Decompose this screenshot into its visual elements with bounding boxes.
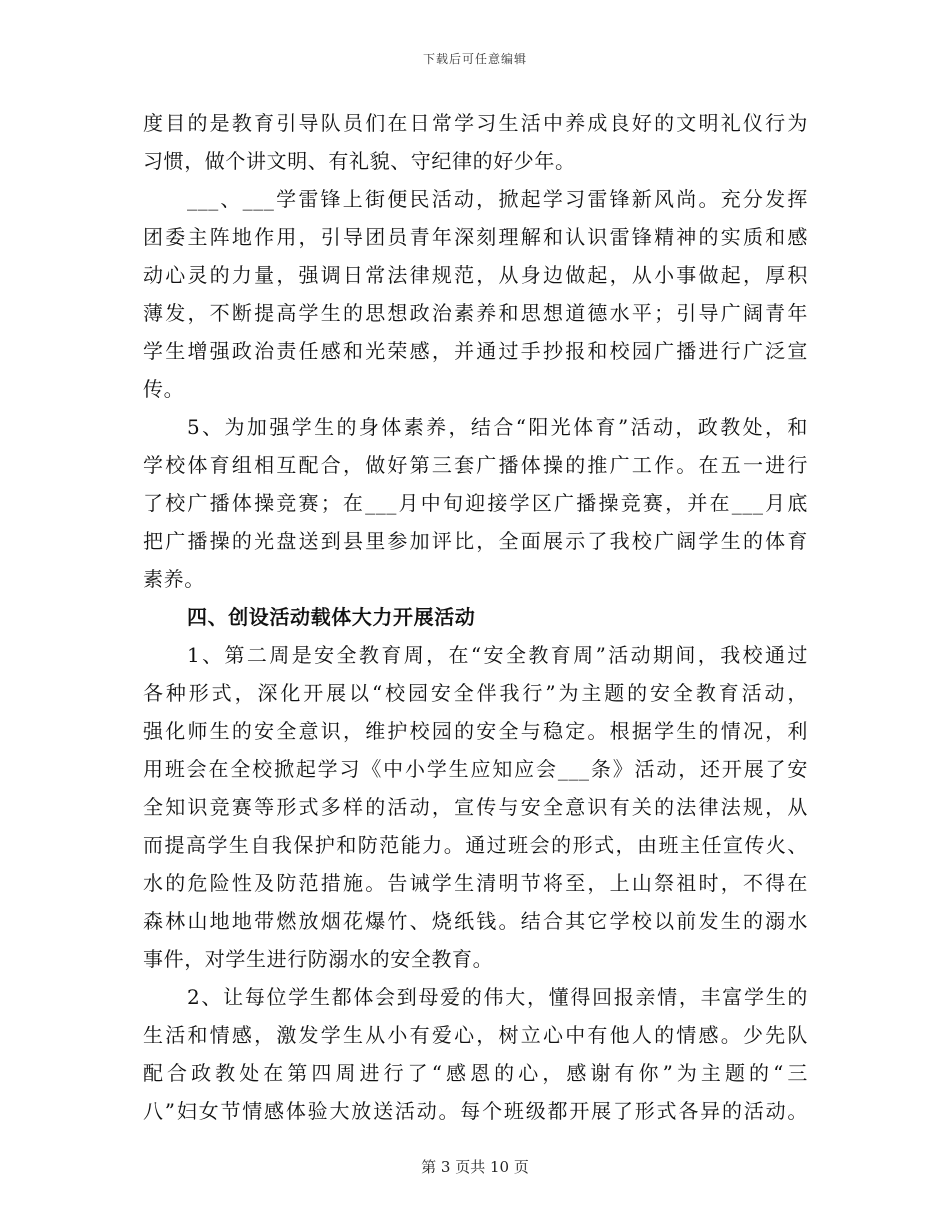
text-line: 了校广播体操竞赛；在___月中旬迎接学区广播操竞赛，并在___月底	[143, 491, 808, 515]
text-line: 配合政教处在第四周进行了“感恩的心，感谢有你”为主题的“三	[143, 1061, 808, 1085]
text-line: 动心灵的力量，强调日常法律规范，从身边做起，从小事做起，厚积	[143, 263, 808, 287]
document-body	[143, 104, 808, 1130]
text-line: 团委主阵地作用，引导团员青年深刻理解和认识雷锋精神的实质和感	[143, 225, 808, 249]
text-line: 1、第二周是安全教育周，在“安全教育周”活动期间，我校通过	[187, 643, 808, 667]
text-line: 薄发，不断提高学生的思想政治素养和思想道德水平；引导广阔青年	[143, 301, 808, 325]
text-line: 水的危险性及防范措施。告诫学生清明节将至，上山祭祖时，不得在	[143, 871, 808, 895]
text-line: 强化师生的安全意识，维护校园的安全与稳定。根据学生的情况，利	[143, 719, 808, 743]
text-line: 5、为加强学生的身体素养，结合“阳光体育”活动，政教处，和	[187, 415, 808, 439]
text-line: 生活和情感，激发学生从小有爱心，树立心中有他人的情感。少先队	[143, 1023, 808, 1047]
text-line: 习惯，做个讲文明、有礼貌、守纪律的好少年。	[143, 149, 576, 173]
text-line: 度目的是教育引导队员们在日常学习生活中养成良好的文明礼仪行为	[143, 111, 808, 135]
text-line: 传。	[143, 377, 185, 401]
text-line: 用班会在全校掀起学习《中小学生应知应会___条》活动，还开展了安	[143, 757, 808, 781]
text-line: ___、___学雷锋上街便民活动，掀起学习雷锋新风尚。充分发挥	[187, 187, 808, 211]
text-line: 素养。	[143, 567, 205, 591]
text-line: 事件，对学生进行防溺水的安全教育。	[143, 947, 494, 971]
text-line: 学校体育组相互配合，做好第三套广播体操的推广工作。在五一进行	[143, 453, 808, 477]
text-line: 八”妇女节情感体验大放送活动。每个班级都开展了形式各异的活动。	[143, 1099, 808, 1123]
text-line: 而提高学生自我保护和防范能力。通过班会的形式，由班主任宣传火、	[143, 833, 808, 857]
text-line: 全知识竞赛等形式多样的活动，宣传与安全意识有关的法律法规，从	[143, 795, 808, 819]
section-heading: 四、创设活动载体大力开展活动	[187, 605, 476, 629]
text-line: 森林山地地带燃放烟花爆竹、烧纸钱。结合其它学校以前发生的溺水	[143, 909, 808, 933]
text-line: 学生增强政治责任感和光荣感，并通过手抄报和校园广播进行广泛宣	[143, 339, 808, 363]
text-line: 2、让每位学生都体会到母爱的伟大，懂得回报亲情，丰富学生的	[187, 985, 808, 1009]
text-line: 各种形式，深化开展以“校园安全伴我行”为主题的安全教育活动，	[143, 681, 808, 705]
text-line: 把广播操的光盘送到县里参加评比，全面展示了我校广阔学生的体育	[143, 529, 808, 553]
page-footer: 第 3 页共 10 页	[421, 1158, 529, 1176]
page-header: 下载后可任意编辑	[422, 52, 527, 66]
